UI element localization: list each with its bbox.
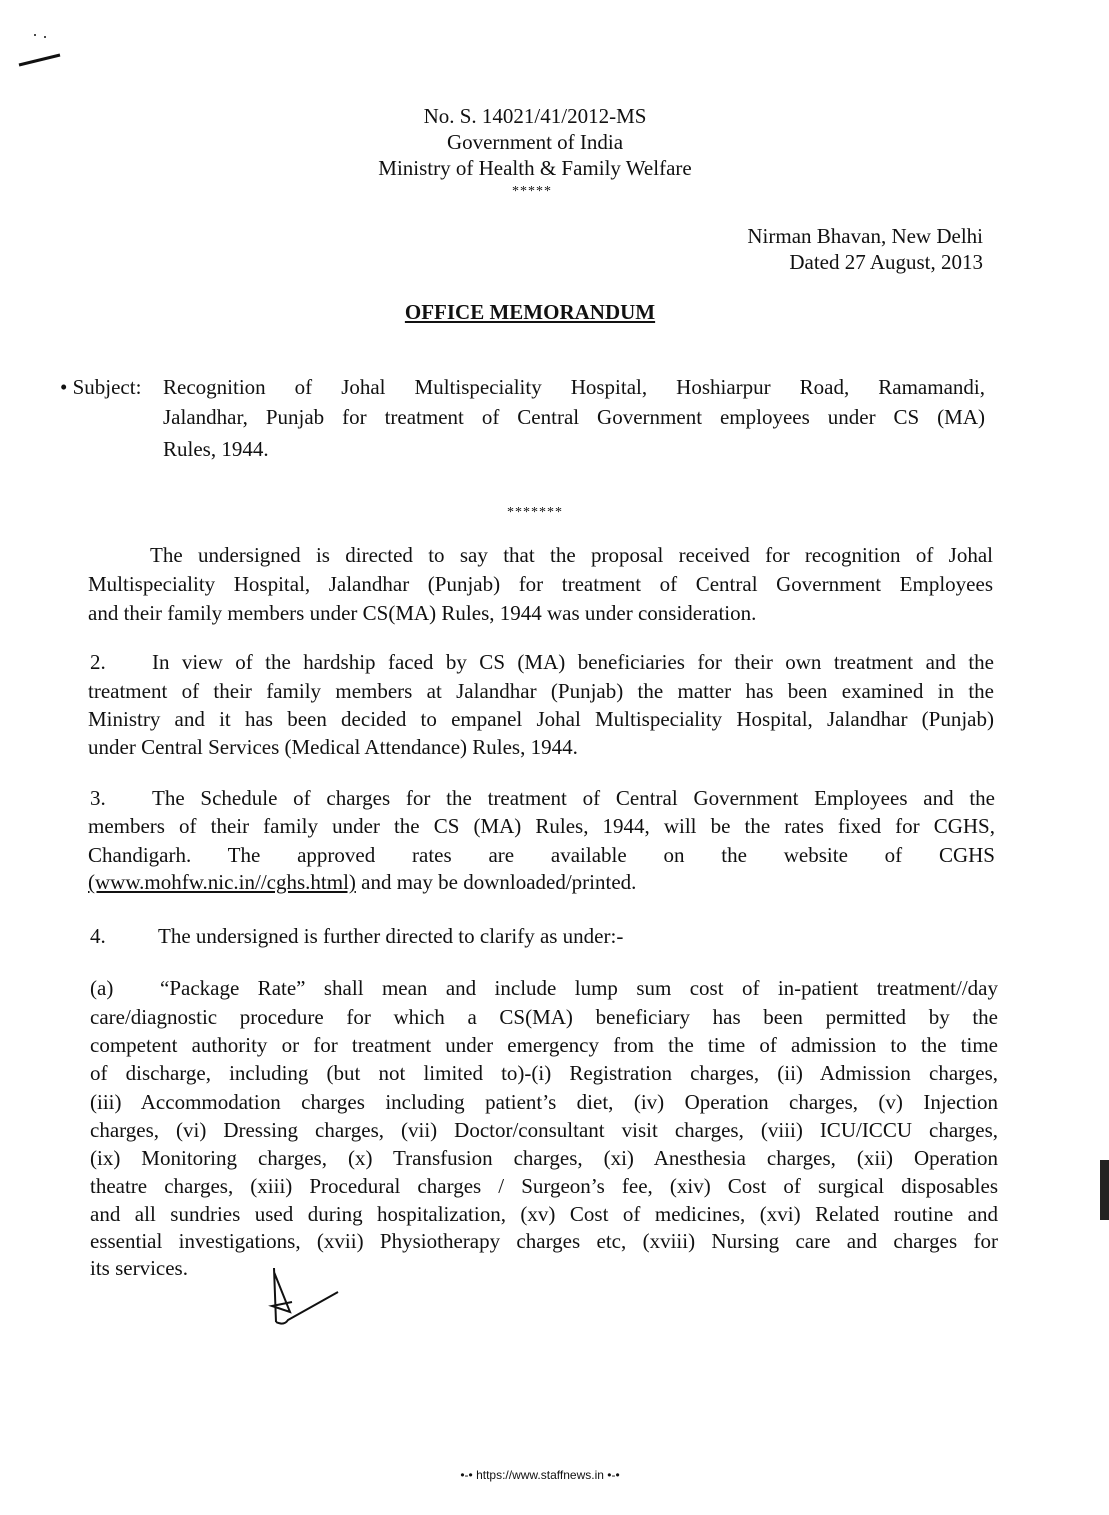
subject-line: Recognition of Johal Multispeciality Hospital, Hoshiarpur Road, Ramamandi,: [163, 375, 985, 399]
footer-watermark: •-• https://www.staffnews.in •-•: [460, 1468, 620, 1482]
ministry-name: Ministry of Health & Family Welfare: [378, 156, 692, 180]
para4a-line: (ix) Monitoring charges, (x) Transfusion charges, (xi) Anesthesia charges, (xii) Operation: [90, 1146, 998, 1170]
initials-signature: [262, 1262, 352, 1342]
para4a-label: (a): [90, 976, 114, 1000]
para4a-line: (iii) Accommodation charges including patient’s diet, (iv) Operation charges, (v) Injection: [90, 1090, 998, 1114]
para2-number: 2.: [90, 650, 106, 674]
para4a-line: care/diagnostic procedure for which a CS(MA) beneficiary has been permitted by the: [90, 1005, 998, 1029]
file-number: No. S. 14021/41/2012-MS: [423, 104, 647, 128]
scan-edge-mark: [1100, 1160, 1109, 1220]
place: Nirman Bhavan, New Delhi: [747, 224, 983, 248]
scan-mark: [15, 25, 75, 75]
para2-line: Ministry and it has been decided to empanel Johal Multispeciality Hospital, Jalandhar (Punjab): [88, 707, 994, 731]
date: Dated 27 August, 2013: [789, 250, 983, 274]
para3-line: Chandigarh. The approved rates are available on the website of CGHS: [88, 843, 995, 867]
para4a-line: essential investigations, (xvii) Physiotherapy charges etc, (xviii) Nursing care and charges for: [90, 1229, 998, 1253]
para3-line-tail: and may be downloaded/printed.: [355, 870, 637, 894]
para4a-line: of discharge, including (but not limited to)-(i) Registration charges, (ii) Admission charges,: [90, 1061, 998, 1085]
para2-line: under Central Services (Medical Attendance) Rules, 1944.: [88, 735, 578, 759]
page-title: OFFICE MEMORANDUM: [404, 300, 656, 324]
para4-number: 4.: [90, 924, 106, 948]
para4-text: The undersigned is further directed to clarify as under:-: [158, 924, 624, 948]
para4a-line: competent authority or for treatment under emergency from the time of admission to the time: [90, 1033, 998, 1057]
para2-line: In view of the hardship faced by CS (MA) beneficiaries for their own treatment and the: [152, 650, 994, 674]
separator-stars: *******: [507, 505, 563, 520]
para2-line: treatment of their family members at Jalandhar (Punjab) the matter has been examined in the: [88, 679, 994, 703]
header-stars: *****: [512, 184, 552, 199]
para1-line: and their family members under CS(MA) Rules, 1944 was under consideration.: [88, 601, 757, 625]
subject-line: Rules, 1944.: [163, 437, 269, 461]
para1-line: Multispeciality Hospital, Jalandhar (Punjab) for treatment of Central Government Employees: [88, 572, 993, 596]
government-name: Government of India: [446, 130, 624, 154]
subject-label: • Subject:: [60, 375, 142, 399]
cghs-website-link[interactable]: (www.mohfw.nic.in//cghs.html): [88, 870, 356, 894]
para3-line: members of their family under the CS (MA) Rules, 1944, will be the rates fixed for CGHS,: [88, 814, 995, 838]
subject-line: Jalandhar, Punjab for treatment of Central Government employees under CS (MA): [163, 405, 985, 429]
para4a-line: charges, (vi) Dressing charges, (vii) Doctor/consultant visit charges, (viii) ICU/ICCU charges,: [90, 1118, 998, 1142]
para1-line: The undersigned is directed to say that the proposal received for recognition of Johal: [150, 543, 993, 567]
para3-number: 3.: [90, 786, 106, 810]
para4a-line: and all sundries used during hospitalization, (xv) Cost of medicines, (xvi) Related routine and: [90, 1202, 998, 1226]
para4a-line: its services.: [90, 1256, 188, 1280]
para3-line: The Schedule of charges for the treatment of Central Government Employees and the: [152, 786, 995, 810]
para4a-line: theatre charges, (xiii) Procedural charges / Surgeon’s fee, (xiv) Cost of surgical disposables: [90, 1174, 998, 1198]
para4a-line: “Package Rate” shall mean and include lump sum cost of in-patient treatment//day: [160, 976, 998, 1000]
